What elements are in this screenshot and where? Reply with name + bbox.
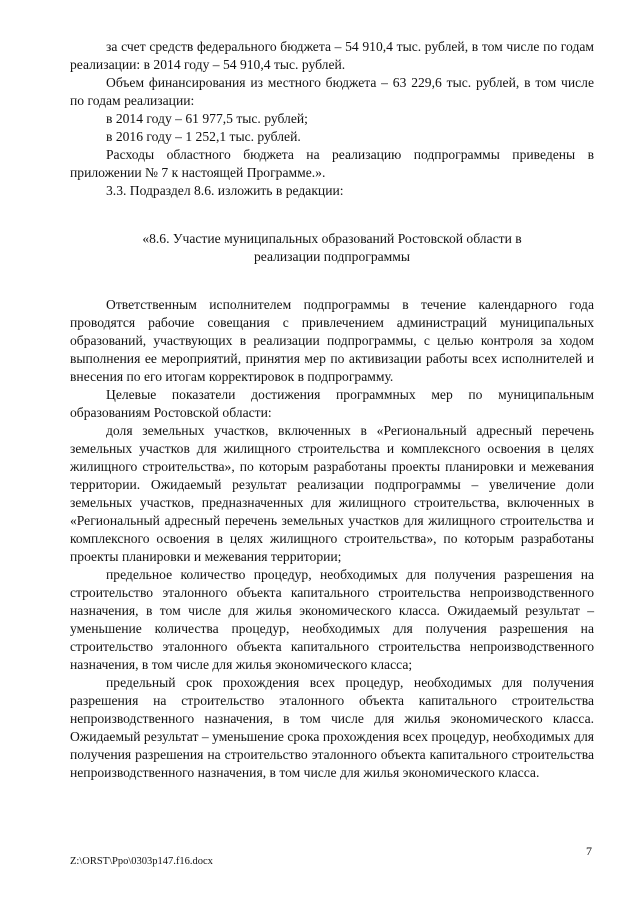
paragraph-year-2014: в 2014 году – 61 977,5 тыс. рублей; (106, 111, 308, 126)
paragraph-subsection-instruction: 3.3. Подраздел 8.6. изложить в редакции: (106, 183, 344, 198)
footer-file-path: Z:\ORST\Ppo\0303p147.f16.docx (70, 856, 213, 867)
page-number: 7 (586, 844, 592, 858)
paragraph-procedures-term: предельный срок прохождения всех процедур, необходимых для получения разрешения на строительство эталонного объекта капитального строительства непроизводственного назначения, в том числе для жилья экономического класса. Ожидаемый результат – уменьшение срока прохождения всех процедур, необходимых для получения разрешения на строительство эталонного объекта капитального строительства непроизводственного назначения, в том числе для жилья экономического класса. (70, 675, 594, 780)
paragraph-procedures-count: предельное количество процедур, необходимых для получения разрешения на строительство эталонного объекта капитального строительства непроизводственного назначения, в том числе для жилья экономического класса. Ожидаемый результат – уменьшение количества процедур, необходимых для получения разрешения на строительство эталонного объекта капитального строительства непроизводственного назначения, в том числе для жилья экономического класса; (70, 567, 594, 672)
paragraph-local-budget: Объем финансирования из местного бюджета – 63 229,6 тыс. рублей, в том числе по годам реализации: (70, 75, 594, 108)
paragraph-year-2016: в 2016 году – 1 252,1 тыс. рублей. (106, 129, 301, 144)
paragraph-federal-budget: за счет средств федерального бюджета – 54 910,4 тыс. рублей, в том числе по годам реализации: в 2014 году – 54 910,4 тыс. рублей. (70, 39, 594, 72)
paragraph-regional-expenses: Расходы областного бюджета на реализацию подпрограммы приведены в приложении № 7 к настоящей Программе.». (70, 147, 594, 180)
paragraph-target-indicators: Целевые показатели достижения программных мер по муниципальным образованиям Ростовской области: (70, 387, 594, 420)
document-page (70, 38, 594, 782)
section-heading: «8.6. Участие муниципальных образований Ростовской области в реализации подпрограммы (142, 231, 522, 264)
paragraph-land-plots-share: доля земельных участков, включенных в «Региональный адресный перечень земельных участков для жилищного строительства и комплексного освоения в целях жилищного строительства», по которым разработаны проекты планировки и межевания территории. Ожидаемый результат реализации подпрограммы – увеличение доли земельных участков, предназначенных для жилищного строительства, включенных в «Региональный адресный перечень земельных участков для жилищного строительства и комплексного освоения в целях жилищного строительства», по которым разработаны проекты планировки и межевания территории; (70, 423, 594, 564)
paragraph-responsible-executor: Ответственным исполнителем подпрограммы в течение календарного года проводятся рабочие совещания с привлечением администраций муниципальных образований, участвующих в реализации подпрограммы, с целью контроля за ходом выполнения ее мероприятий, принятия мер по активизации работы всех исполнителей и внесения по его итогам корректировок в подпрограмму. (70, 297, 594, 384)
